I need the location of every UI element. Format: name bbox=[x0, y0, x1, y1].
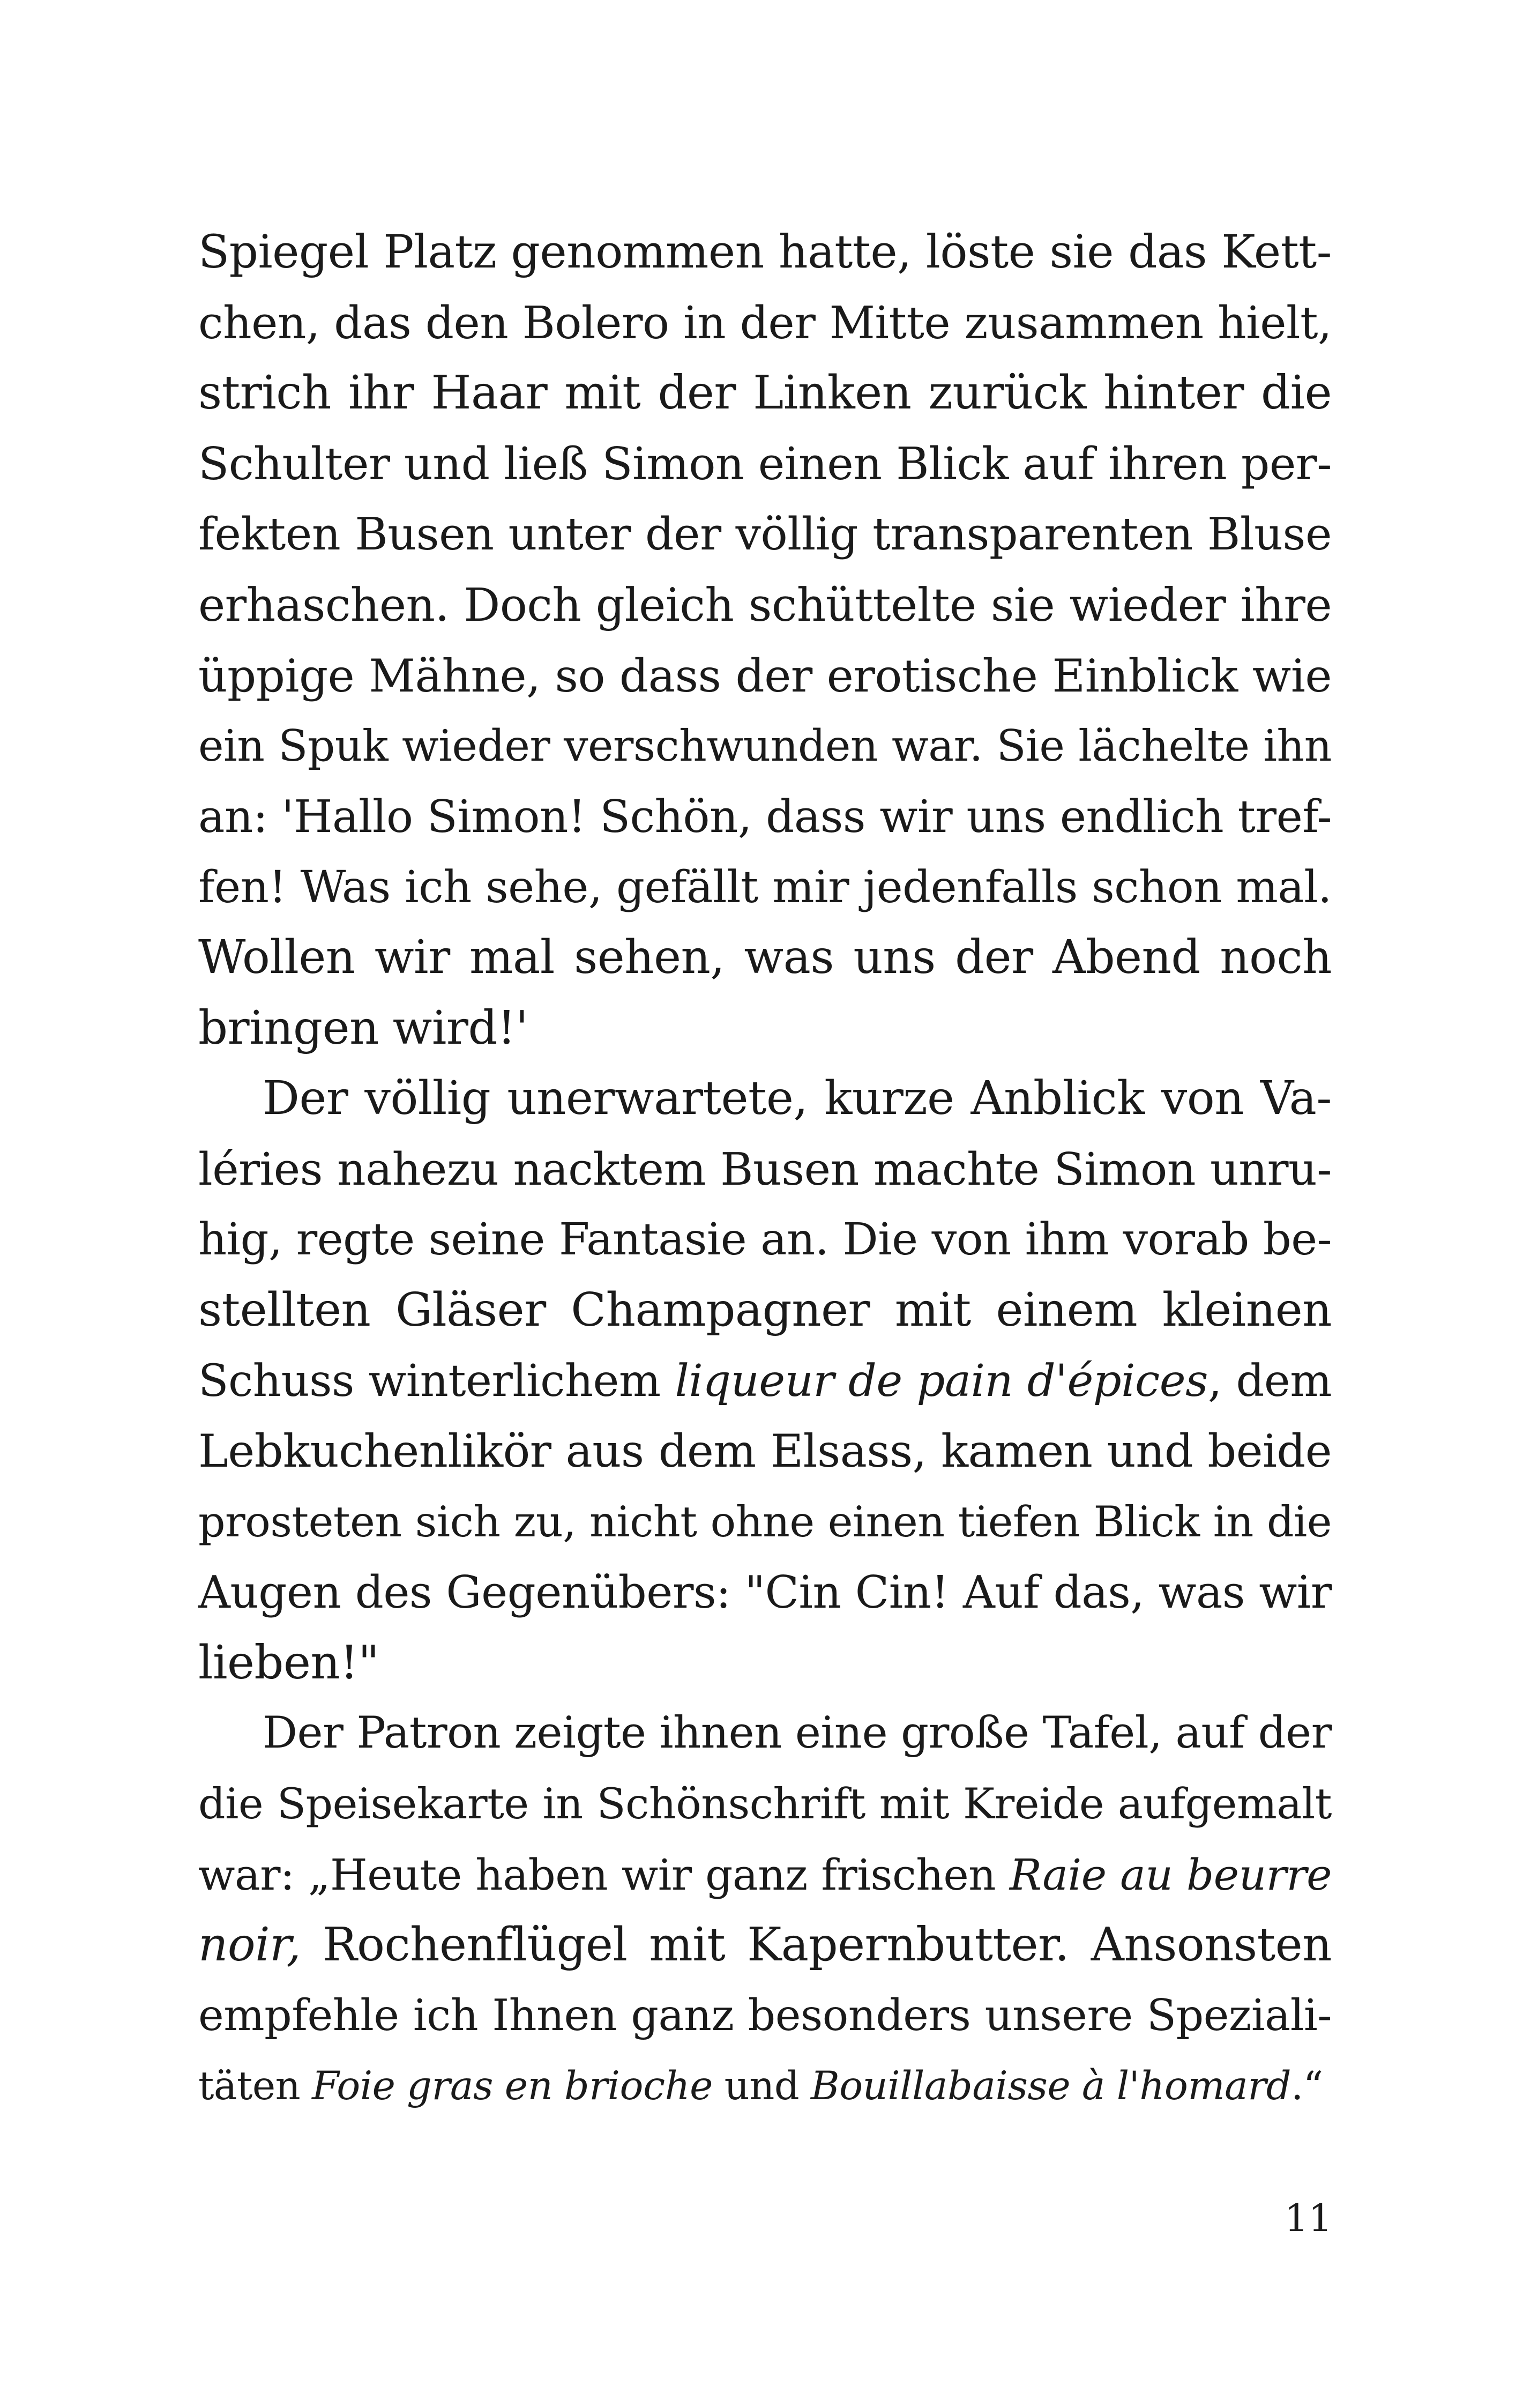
body-text bbox=[198, 217, 1332, 2122]
text-segment: hig, regte seine Fantasie an. Die von ihm vorab be- bbox=[198, 1214, 1332, 1266]
text-segment: und bbox=[712, 2063, 811, 2109]
text-line bbox=[198, 2051, 1332, 2122]
text-segment: täten bbox=[198, 2063, 312, 2109]
text-segment: Lebkuchenlikör aus dem Elsass, kamen und beide bbox=[198, 1425, 1332, 1478]
text-line bbox=[198, 711, 1332, 782]
text-segment: chen, das den Bolero in der Mitte zusammen hielt, bbox=[198, 296, 1332, 349]
italic-phrase: liqueur de pain d'épices bbox=[675, 1355, 1208, 1407]
text-line bbox=[198, 358, 1332, 429]
text-segment: an: 'Hallo Simon! Schön, dass wir uns endlich tref- bbox=[198, 790, 1332, 843]
text-segment: Schulter und ließ Simon einen Blick auf ihren per- bbox=[198, 437, 1332, 490]
text-segment: fen! Was ich sehe, gefällt mir jedenfalls schon mal. bbox=[198, 861, 1332, 913]
text-segment: Der völlig unerwartete, kurze Anblick von Va- bbox=[263, 1072, 1332, 1126]
italic-phrase: Bouillabaisse à l'homard bbox=[810, 2063, 1291, 2109]
text-segment: Spiegel Platz genommen hatte, löste sie das Kett- bbox=[198, 226, 1332, 279]
italic-phrase: noir, bbox=[198, 1918, 301, 1972]
text-line bbox=[198, 1840, 1332, 1911]
text-segment: Der Patron zeigte ihnen eine große Tafel, auf der bbox=[263, 1708, 1332, 1759]
text-segment: erhaschen. Doch gleich schüttelte sie wieder ihre bbox=[198, 578, 1332, 631]
text-segment: .“ bbox=[1291, 2063, 1323, 2109]
text-segment: fekten Busen unter der völlig transparenten Bluse bbox=[198, 508, 1332, 561]
text-segment: bringen wird!' bbox=[198, 1001, 528, 1055]
text-line bbox=[198, 217, 1332, 288]
text-line bbox=[198, 782, 1332, 852]
text-line bbox=[198, 288, 1332, 359]
text-segment: üppige Mähne, so dass der erotische Einblick wie bbox=[198, 649, 1332, 702]
text-segment: Wollen wir mal sehen, was uns der Abend noch bbox=[198, 930, 1332, 984]
text-line bbox=[198, 499, 1332, 570]
text-line bbox=[198, 1487, 1332, 1558]
text-line bbox=[198, 1628, 1332, 1699]
text-line bbox=[198, 1064, 1332, 1134]
text-segment: , dem bbox=[1208, 1355, 1332, 1407]
text-segment: strich ihr Haar mit der Linken zurück hinter die bbox=[198, 366, 1332, 420]
italic-phrase: Foie gras en brioche bbox=[311, 2063, 713, 2109]
text-segment: die Speisekarte in Schönschrift mit Kreide aufgemalt bbox=[198, 1779, 1332, 1829]
text-line bbox=[198, 1981, 1332, 2052]
text-line bbox=[198, 1134, 1332, 1205]
page-number: 11 bbox=[1284, 2196, 1332, 2240]
text-segment: Rochenflügel mit Kapernbutter. Ansonsten bbox=[301, 1918, 1332, 1972]
paragraph bbox=[198, 217, 1332, 1064]
text-line bbox=[198, 1910, 1332, 1981]
paragraph bbox=[198, 1698, 1332, 2122]
paragraph bbox=[198, 1064, 1332, 1698]
text-line bbox=[198, 852, 1332, 923]
text-line bbox=[198, 923, 1332, 993]
text-line bbox=[198, 1205, 1332, 1275]
text-segment: stellten Gläser Champagner mit einem kleinen bbox=[198, 1283, 1332, 1337]
text-line bbox=[198, 429, 1332, 500]
text-line bbox=[198, 1698, 1332, 1769]
text-segment: empfehle ich Ihnen ganz besonders unsere Speziali- bbox=[198, 1990, 1332, 2041]
text-line bbox=[198, 1557, 1332, 1628]
text-segment: Schuss winterlichem bbox=[198, 1355, 675, 1407]
text-segment: ein Spuk wieder verschwunden war. Sie lächelte ihn bbox=[198, 720, 1332, 771]
text-segment: war: „Heute haben wir ganz frischen bbox=[198, 1849, 1010, 1900]
text-line bbox=[198, 641, 1332, 711]
text-line bbox=[198, 1416, 1332, 1487]
text-line bbox=[198, 1769, 1332, 1840]
text-line bbox=[198, 993, 1332, 1064]
text-segment: prosteten sich zu, nicht ohne einen tiefen Blick in die bbox=[198, 1497, 1332, 1547]
text-segment: léries nahezu nacktem Busen machte Simon unru- bbox=[198, 1142, 1332, 1195]
text-segment: Augen des Gegenübers: "Cin Cin! Auf das, was wir bbox=[198, 1566, 1332, 1619]
text-line bbox=[198, 1275, 1332, 1346]
text-segment: lieben!" bbox=[198, 1636, 379, 1690]
text-line bbox=[198, 570, 1332, 641]
text-line bbox=[198, 1346, 1332, 1417]
italic-phrase: Raie au beurre bbox=[1009, 1849, 1332, 1900]
